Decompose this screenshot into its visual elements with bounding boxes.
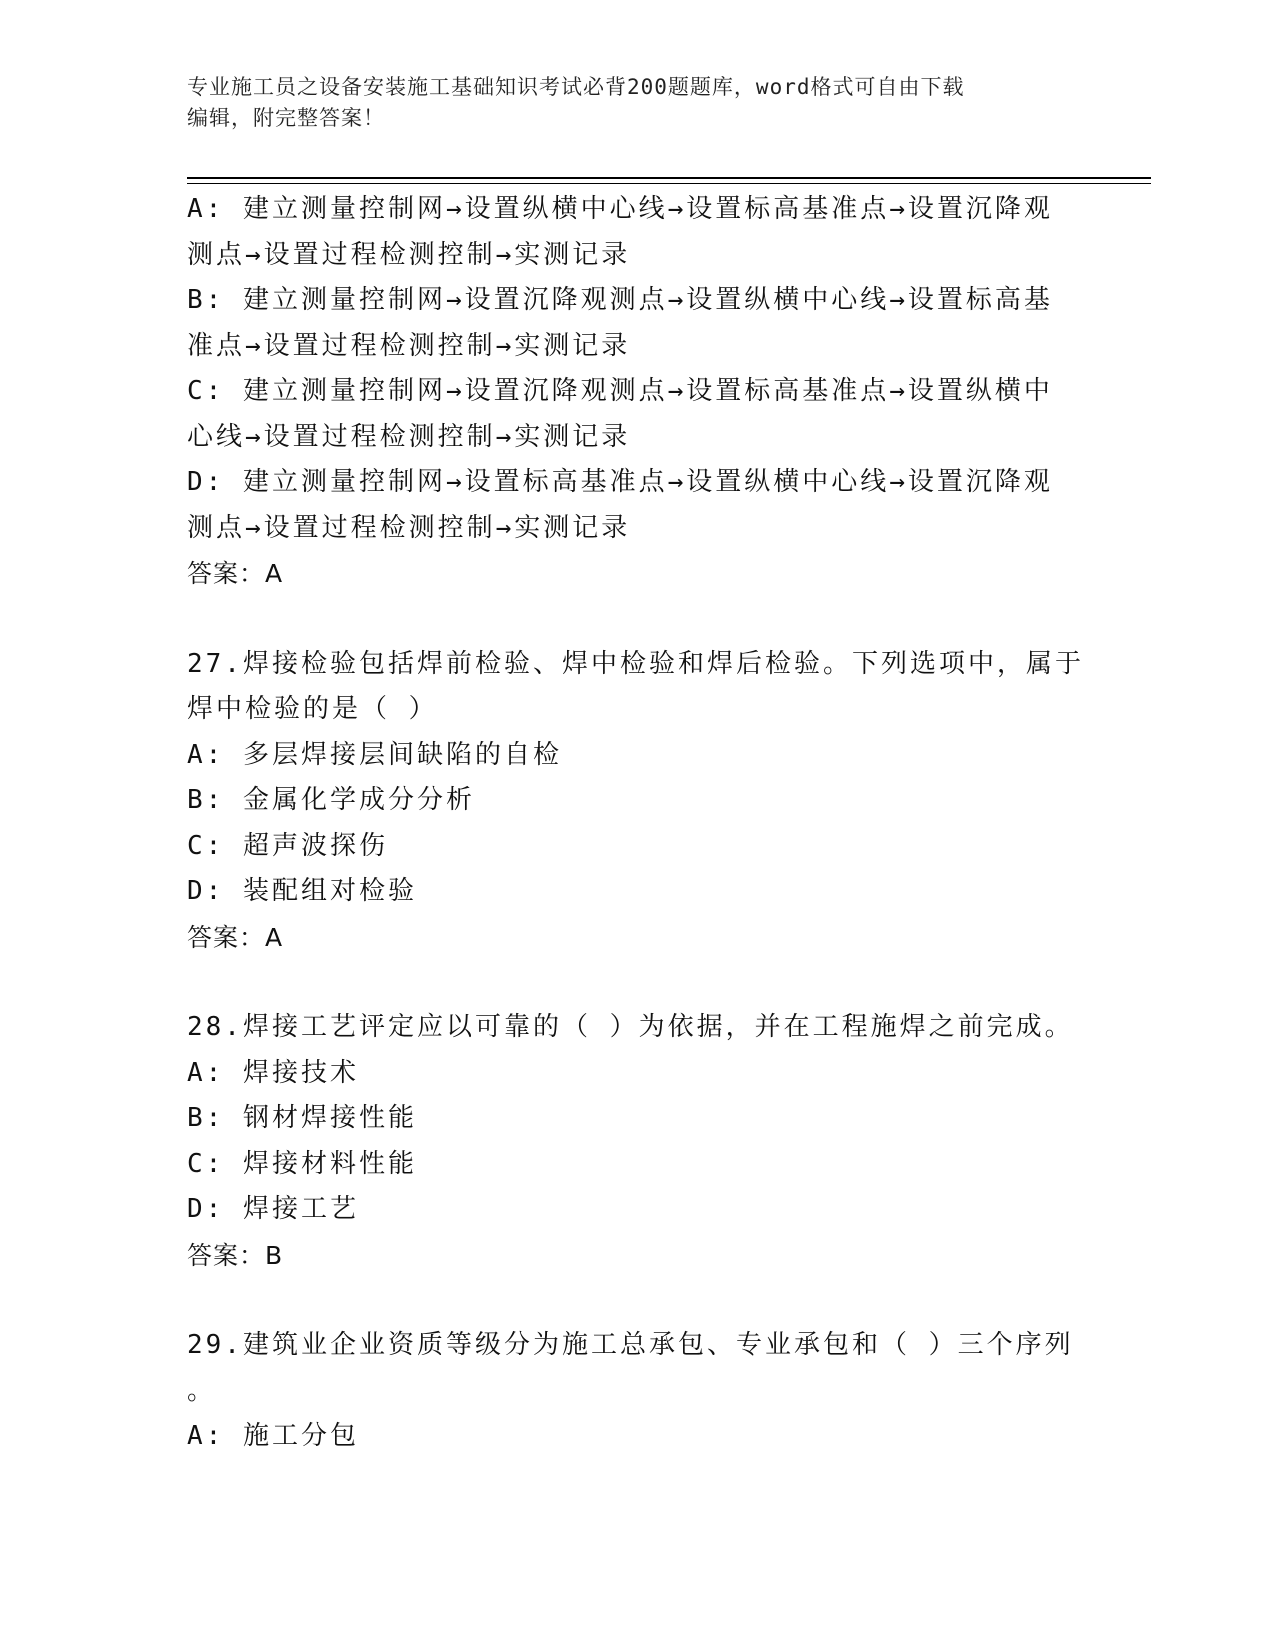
option-c: C: 超声波探伤 — [187, 830, 388, 861]
option-b: B: 金属化学成分分析 — [187, 785, 475, 815]
question-text-line-1: 27.焊接检验包括焊前检验、焊中检验和焊后检验。下列选项中，属于 — [187, 648, 1084, 679]
option-d: D: 装配组对检验 — [187, 876, 417, 906]
header-title-line-1: 专业施工员之设备安装施工基础知识考试必背200题题库，word格式可自由下载 — [187, 75, 965, 99]
question-26 — [187, 187, 1087, 597]
question-29 — [187, 1323, 1087, 1460]
header-rule-thin — [187, 183, 1151, 184]
question-text: 28.焊接工艺评定应以可靠的（ ）为依据，并在工程施焊之前完成。 — [187, 1012, 1074, 1042]
option-c: C: 焊接材料性能 — [187, 1148, 417, 1179]
document-header — [187, 72, 1087, 134]
spacer — [187, 597, 1087, 642]
option-b-line-1: B: 建立测量控制网→设置沉降观测点→设置纵横中心线→设置标高基 — [187, 285, 1053, 315]
header-title-line-2: 编辑，附完整答案！ — [187, 106, 385, 130]
option-a-line-2: 测点→设置过程检测控制→实测记录 — [187, 239, 631, 270]
spacer — [187, 960, 1087, 1005]
header-rule-thick — [187, 177, 1151, 179]
option-a: A: 多层焊接层间缺陷的自检 — [187, 739, 562, 770]
option-b: B: 钢材焊接性能 — [187, 1103, 417, 1133]
option-d-line-1: D: 建立测量控制网→设置标高基准点→设置纵横中心线→设置沉降观 — [187, 467, 1053, 497]
option-a: A: 焊接技术 — [187, 1057, 359, 1088]
answer-label: 答案：A — [187, 922, 284, 952]
option-d-line-2: 测点→设置过程检测控制→实测记录 — [187, 512, 631, 543]
question-28 — [187, 1005, 1087, 1278]
spacer — [187, 1278, 1087, 1323]
option-b-line-2: 准点→设置过程检测控制→实测记录 — [187, 330, 631, 361]
option-a: A: 施工分包 — [187, 1421, 359, 1451]
question-content — [187, 187, 1087, 1460]
question-27 — [187, 642, 1087, 961]
option-c-line-1: C: 建立测量控制网→设置沉降观测点→设置标高基准点→设置纵横中 — [187, 376, 1053, 406]
question-text-line-1: 29.建筑业企业资质等级分为施工总承包、专业承包和（ ）三个序列 — [187, 1330, 1074, 1360]
answer-label: 答案：A — [187, 559, 284, 588]
answer-label: 答案：B — [187, 1240, 284, 1270]
option-d: D: 焊接工艺 — [187, 1194, 359, 1224]
question-text-line-2: 焊中检验的是（ ） — [187, 694, 438, 724]
option-a-line-1: A: 建立测量控制网→设置纵横中心线→设置标高基准点→设置沉降观 — [187, 194, 1053, 224]
option-c-line-2: 心线→设置过程检测控制→实测记录 — [187, 421, 631, 452]
question-text-line-2: 。 — [187, 1375, 217, 1406]
